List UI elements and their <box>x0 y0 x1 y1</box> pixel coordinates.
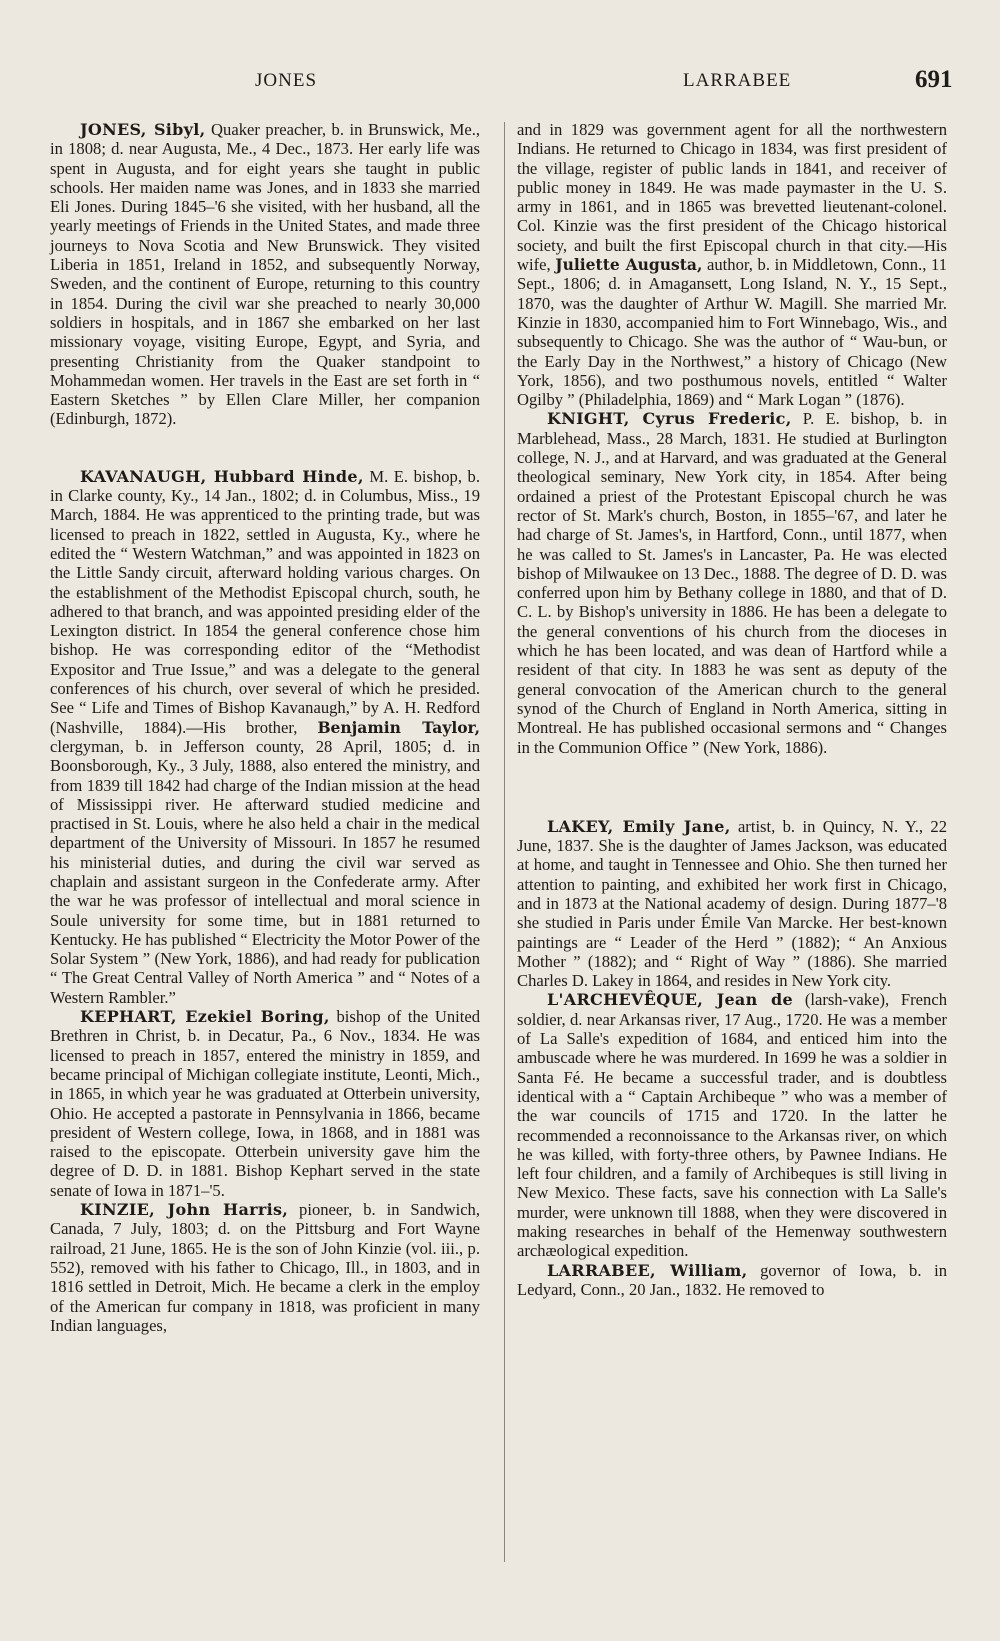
entry-lakey <box>517 817 947 991</box>
right-guide-word: LARRABEE <box>683 70 792 91</box>
headword-larcheveque: L'ARCHEVÊQUE, Jean de <box>547 990 794 1010</box>
entry-knight <box>517 409 947 756</box>
entry-kinzie-cont-text-2: author, b. in Middletown, Conn., 11 Sept., 1806; d. in Amagansett, Long Island, N. Y., 15 Sept., 1870, was the daughter of Arthur W. Magill. She married Mr. Kinzie in 1830, accompanied him to Fort Winnebago, Wis., and subsequently to Chicago. She was the author of “ Wau-bun, or the Early Day in the Northwest,” a history of Chicago (New York, 1856), and two posthumous novels, entitled “ Walter Ogilby ” (Philadelphia, 1869) and “ Mark Logan ” (1876). <box>517 255 948 410</box>
page-number: 691 <box>915 66 953 93</box>
subentry-juliette-augusta: Juliette Augusta, <box>555 255 703 275</box>
entry-larcheveque <box>517 990 947 1260</box>
entry-knight-text: P. E. bishop, b. in Marblehead, Mass., 28 March, 1831. He studied at Burlington college, N. J., and at Harvard, and was graduated at the General theological seminary, New York city, in 1854. After being ordained a priest of the Protestant Episcopal church he was rector of St. Mark's church, Boston, in 1855–'67, and later he had charge of St. James's, in Hartford, Conn., until 1877, when he was called to St. James's in Lancaster, Pa. He was elected bishop of Milwaukee on 13 Dec., 1888. The degree of D. D. was conferred upon him by Bethany college in 1880, and that of D. C. L. by Bishop's university in 1886. He has been a delegate to the general conventions of his church from the dioceses in which he has been located, and was dean of Hartford while a resident of that city. In 1883 he was sent as deputy of the general convocation of the American church to the general synod of the Church of England in North America, sitting in Montreal. He has published occasional sermons and “ Changes in the Communion Office ” (New York, 1886). <box>517 409 947 757</box>
entry-lakey-text: artist, b. in Quincy, N. Y., 22 June, 1837. She is the daughter of James Jackson, was educated at home, and taught in Tennessee and Ohio. She then turned her attention to painting, and exhibited her work first in Chicago, and in 1873 at the National academy of design. During 1877–'8 she studied in Paris under Émile Van Marcke. Her best-known paintings are “ Leader of the Herd ” (1882); “ An Anxious Mother ” (1882); and “ Right of Way ” (1886). She married Charles D. Lakey in 1864, and resides in New York city. <box>517 816 947 991</box>
entry-kinzie <box>50 1200 480 1335</box>
column-divider <box>504 122 505 1562</box>
headword-jones: JONES, Sibyl, <box>80 120 206 139</box>
entry-jones <box>50 120 480 429</box>
entry-larrabee <box>517 1261 947 1300</box>
headword-knight: KNIGHT, Cyrus Frederic, <box>547 409 792 429</box>
right-column <box>517 120 947 1299</box>
headword-larrabee: LARRABEE, William, <box>547 1260 748 1280</box>
entry-spacer <box>50 429 480 467</box>
entry-kinzie-cont-text-1: and in 1829 was government agent for all the northwestern Indians. He returned to Chicago in 1834, was first president of the village, register of public lands in 1841, and receiver of public money in 1849. He was made paymaster in the U. S. army in 1861, and in 1865 was brevetted lieutenant-colonel. Col. Kinzie was the first president of the Chicago historical society, and built the first Episcopal church in that city.—His wife, <box>517 120 947 275</box>
entry-kinzie-continued <box>517 120 947 409</box>
entry-kavanaugh <box>50 467 480 1007</box>
running-header <box>0 66 1000 100</box>
headword-kephart: KEPHART, Ezekiel Boring, <box>80 1007 330 1027</box>
left-guide-word: JONES <box>255 70 318 91</box>
entry-larcheveque-text: (larsh-vake), French soldier, d. near Arkansas river, 17 Aug., 1720. He was a member of La Salle's expedition of 1684, and enticed him into the ambuscade where he was murdered. In 1699 he was a soldier in Santa Fé. He became a successful trader, and is doubtless identical with a “ Captain Archibeque ” who was a member of the war councils of 1715 and 1720. In the latter he recommended a reconnoissance to the Arkansas river, on which he was killed, with forty-three others, by Pawnee Indians. He left four children, and a family of Archibeques is still living in New Mexico. These facts, save his connection with La Salle's murder, were unknown till 1888, when they were discovered in making researches in behalf of the Hemenway southwestern archæological expedition. <box>517 990 948 1261</box>
entry-kephart <box>50 1007 480 1200</box>
headword-lakey: LAKEY, Emily Jane, <box>547 816 731 836</box>
entry-larrabee-text: governor of Iowa, b. in Ledyard, Conn., 20 Jan., 1832. He removed to <box>517 1260 948 1299</box>
left-column <box>50 120 480 1335</box>
entry-kavanaugh-text-1: M. E. bishop, b. in Clarke county, Ky., 14 Jan., 1802; d. in Columbus, Miss., 19 March, 1884. He was apprenticed to the printing trade, but was licensed to preach in 1822, settled in Augusta, Ky., where he edited the “ Western Watchman,” and was appointed in 1823 on the Little Sandy circuit, afterward holding various charges. On the establishment of the Methodist Episcopal church, south, he adhered to that branch, and was appointed presiding elder of the Lexington district. In 1854 the general conference chose him bishop. He was corresponding editor of the “Methodist Expositor and True Issue,” and was a delegate to the general conferences of his church, over several of which he presided. See “ Life and Times of Bishop Kavanaugh,” by A. H. Redford (Nashville, 1884).—His brother, <box>50 466 481 737</box>
headword-kinzie: KINZIE, John Harris, <box>80 1200 289 1220</box>
entry-spacer <box>517 757 947 817</box>
subentry-benjamin-taylor: Benjamin Taylor, <box>317 717 480 737</box>
entry-jones-text: Quaker preacher, b. in Brunswick, Me., in 1808; d. near Augusta, Me., 4 Dec., 1873. Her early life was spent in Augusta, and for eight years she taught in public schools. Her maiden name was Jones, and in 1833 she married Eli Jones. During 1845–'6 she visited, with her husband, all the yearly meetings of Friends in the United States, and made three journeys to Nova Scotia and New Brunswick. They visited Liberia in 1851, Ireland in 1852, and subsequently Norway, Sweden, and the continent of Europe, returning to this country in 1854. During the civil war she preached to nearly 30,000 soldiers in hospitals, and in 1867 she embarked on her last missionary voyage, visiting Europe, Egypt, and Syria, and presenting Christianity from the Quaker standpoint to Mohammedan women. Her travels in the East are set forth in “ Eastern Sketches ” by Ellen Clare Miller, her companion (Edinburgh, 1872). <box>50 120 480 429</box>
entry-kinzie-text: pioneer, b. in Sandwich, Canada, 7 July, 1803; d. on the Pittsburg and Fort Wayne railroad, 21 June, 1865. He is the son of John Kinzie (vol. iii., p. 552), removed with his father to Chicago, Ill., in 1803, and in 1816 settled in Detroit, Mich. He became a clerk in the employ of the American fur company in 1818, was proficient in many Indian languages, <box>50 1200 481 1335</box>
entry-kavanaugh-text-2: clergyman, b. in Jefferson county, 28 April, 1805; d. in Boonsborough, Ky., 3 July, 1888, also entered the ministry, and from 1839 till 1842 had charge of the Indian mission at the head of Mississippi river. He afterward studied medicine and practised in St. Louis, where he also held a chair in the medical department of the University of Missouri. In 1857 he resumed his ministerial duties, and during the civil war served as chaplain and assistant surgeon in the Confederate army. After the war he was professor of intellectual and moral science in Soule university for some time, but in 1881 returned to Kentucky. He has published “ Electricity the Motor Power of the Solar System ” (New York, 1886), and had ready for publication “ The Great Central Valley of North America ” and “ Notes of a Western Rambler.” <box>50 736 480 1007</box>
entry-kephart-text: bishop of the United Brethren in Christ, b. in Decatur, Pa., 6 Nov., 1834. He was licensed to preach in 1857, entered the ministry in 1859, and became principal of Michigan collegiate institute, Leonti, Mich., in 1865, in which year he was graduated at Otterbein university, Ohio. He accepted a pastorate in Pennsylvania in 1866, became president of Western college, Iowa, in 1868, and in 1881 was raised to the episcopate. Otterbein university gave him the degree of D. D. in 1881. Bishop Kephart served in the state senate of Iowa in 1871–'5. <box>50 1007 481 1200</box>
headword-kavanaugh: KAVANAUGH, Hubbard Hinde, <box>80 466 364 486</box>
